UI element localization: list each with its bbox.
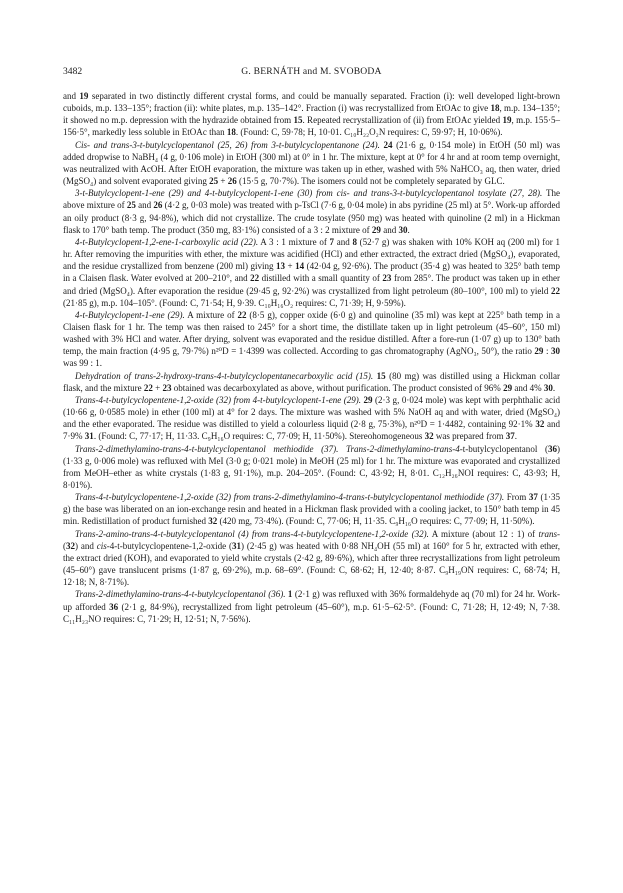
compound-number: 19: [79, 91, 89, 101]
italic-text: trans-: [538, 528, 560, 539]
italic-text: Trans-2-dimethylamino-trans-4-t-butylcyclopentanol methiodide (37).: [75, 443, 339, 454]
compound-number: 22: [143, 382, 153, 393]
compound-number: 23: [382, 273, 392, 284]
compound-number: 32: [535, 419, 545, 430]
italic-text: Trans-2-dimethylamino-trans-4-t-butylcyclopentanol (36).: [75, 589, 286, 600]
compound-number: 26: [153, 200, 163, 211]
text-run: From: [504, 492, 529, 503]
page-header: [63, 66, 560, 80]
paragraph: [63, 588, 560, 624]
text-run: (420 mg, 73·4%). (Found: C, 77·06; H, 11·35. C₉H₁₆O requires: C, 77·09; H, 11·50%).: [217, 516, 535, 527]
text-run: .: [552, 382, 556, 393]
italic-text: (29) and: [164, 188, 205, 199]
italic-text: cis: [96, 540, 107, 551]
text-run: from 285°. The product was taken up in ether and dried (MgSO₄). After evaporation the residue (29·45 g, 92·2%) was crystallized from light petroleum (80–100°, 100 ml) to yield: [63, 273, 560, 296]
text-run: +: [218, 176, 228, 187]
italic-text: 4-t-butylcyclopent-1-ene: [204, 188, 294, 199]
text-run: (80 mg) was distilled using a Hickman collar flask, and the mixture: [63, 370, 560, 393]
compound-number: 37: [505, 431, 515, 442]
text-run: , m.p. 155·5–156·5°, markedly less soluble in EtOAc than: [63, 115, 560, 138]
italic-text: 4-t-Butylcyclopent-1-ene (29).: [75, 309, 185, 320]
text-run: (42·04 g, 92·6%). The product (35·4 g) was heated to 325° bath temp in a Claisen flask. Water evolved at 200–210°, and: [63, 261, 561, 284]
text-run: and: [380, 224, 399, 235]
text-run: distilled with a small quantity of: [259, 273, 383, 284]
compound-number: 22: [237, 309, 247, 320]
text-run: (21·6 g, 0·154 mole) in EtOH (50 ml) was added dropwise to NaBH₄ (4 g, 0·106 mole) in EtOH (300 ml) at 0° in 1 hr. The mixture, kept at 0° for 4 hr and at room temp overnight, was neutralized with AcOH. After EtOH evaporation, the mixture was taken up in ether, washed with 5% NaHCO₃ aq, then water, dried (MgSO₄) and solvent evaporated giving: [63, 139, 560, 187]
text-run: , m.p. 134–135°; it showed no m.p. depression with the hydrazide obtained from: [63, 103, 560, 126]
compound-number: 30: [543, 382, 553, 393]
text-run: (15·5 g, 70·7%). The isomers could not be completely separated by GLC.: [236, 176, 505, 187]
text-run: . Repeated recrystallization of (ii) from EtOAc yielded: [302, 115, 503, 126]
text-run: . (Found: C, 59·78; H, 10·01. C₁₀H₂₂O₂N requires: C, 59·97; H, 10·06%).: [235, 127, 503, 138]
text-run: t-butylcyclopentanol (: [462, 443, 548, 454]
italic-text: Trans-4-t-butylcyclopentene-1,2-oxide (32) from 4-t-butylcyclopent-1-ene (29).: [75, 394, 362, 405]
compound-number: 32: [424, 431, 434, 442]
text-run: was 99 : 1.: [63, 358, 103, 369]
italic-text: 3-t-Butylcyclopent-1-ene: [75, 188, 165, 199]
text-run: .: [407, 224, 410, 235]
text-run: A mixture (about 12 : 1) of: [428, 528, 539, 539]
text-run: [338, 444, 346, 454]
text-run: (: [63, 540, 67, 551]
compound-number: 15: [376, 370, 386, 381]
italic-text: Dehydration of trans-2-hydroxy-trans-4-t-butylcyclopentanecarboxylic acid (15).: [75, 370, 374, 381]
text-run: and: [63, 91, 80, 101]
paragraph: [63, 443, 560, 492]
compound-number: 15: [293, 115, 303, 126]
text-run: ) (1·33 g, 0·006 mole) was refluxed with MeI (3·0 g; 0·021 mole) in MeOH (25 ml) for 1 hr. The mixture was evaporated and crystallized from MeOH–ether as white crystals (1·83 g, 91·1%), m.p. 204–205°. (Found: C, 43·92; H, 8·01. C₁₂H₂₆NOI requires: C, 43·93; H, 8·01%).: [63, 443, 560, 490]
compound-number: 19: [502, 115, 512, 126]
compound-number: 29: [371, 224, 381, 235]
text-run: (21·85 g), m.p. 104–105°. (Found: C, 71·54; H, 9·39. C₁₀H₁₆O₂ requires: C, 71·39; H, 9·59%).: [63, 297, 406, 308]
article-body: [63, 90, 560, 625]
compound-number: 14: [295, 261, 305, 272]
text-run: A mixture of: [184, 309, 238, 320]
paragraph: [63, 394, 560, 443]
compound-number: 31: [84, 431, 94, 442]
compound-number: 18: [490, 103, 500, 114]
compound-number: 22: [250, 273, 260, 284]
text-run: and: [135, 200, 154, 211]
compound-number: 22: [550, 285, 560, 296]
compound-number: 36: [109, 601, 119, 612]
text-run: ) (2·45 g) was heated with 0·88 NH₄OH (55 ml) at 160° for 5 hr, extracted with ether, the extract dried (KOH), and evaporated to yield white crystals (2·42 g, 89·6%), which after three recrystallizations from light petroleum (45–60°) gave translucent prisms (1·87 g, 69·2%), m.p. 68–69°. (Found: C, 68·62; H, 12·40; 8·87. C₉H₁₉ON requires: C, 68·74; H, 12·18; N, 8·71%).: [63, 540, 561, 588]
paragraph: [63, 370, 560, 394]
text-run: (1·35 g) the base was liberated on an ion-exchange resin and heated in a Hickman flask provided with a cooling jacket, to 150° bath temp in 45 min. Redistillation of product furnished: [63, 492, 560, 527]
italic-text: Trans-2-dimethylamino-trans-4-: [346, 443, 463, 454]
compound-number: 36: [547, 443, 557, 454]
compound-number: 8: [352, 236, 357, 247]
text-run: A 3 : 1 mixture of: [258, 236, 330, 247]
text-run: obtained was decarboxylated as above, without purification. The product consisted of 96%: [171, 382, 504, 393]
running-head: G. BERNÁTH and M. SVOBODA: [241, 66, 382, 77]
compound-number: 26: [227, 176, 237, 187]
compound-number: 30: [551, 346, 561, 357]
text-run: and 4%: [512, 382, 544, 393]
text-run: (52·7 g) was shaken with 10% KOH aq (200 ml) for 1 hr. After removing the impurities with ether, the mixture was acidified (HCl) and ether extracted, the extract dried (MgSO₄), evaporated, and the residue crystallized from benzene (200 ml) giving: [63, 236, 560, 272]
text-run: separated in two distinctly different crystal forms, and could be manually separated. Fraction (i): well developed light-brown cuboids, m.p. 133–135°; fraction (ii): white plates, m.p. 135–142°. Fraction (i) was recrystallized from EtOAc to give: [63, 91, 561, 114]
paragraph: [63, 309, 560, 370]
compound-number: 29: [503, 382, 513, 393]
paragraph: [63, 139, 560, 188]
italic-text: Trans-2-amino-trans-4-t-butylcyclopentanol (4) from trans-4-t-butylcyclopentene-1,2-oxide (32).: [75, 528, 429, 539]
text-run: :: [543, 346, 551, 357]
compound-number: 13: [276, 261, 286, 272]
compound-number: 37: [528, 492, 538, 503]
text-run: (2·3 g, 0·024 mole) was kept with perphthalic acid (10·66 g, 0·0585 mole) in ether (100 ml) at 4° for 2 days. The mixture was washed with 5% NaOH aq and with water, dried (MgSO₄) and the ether evaporated. The residue was distilled to yield a colourless liquid (2·8 g, 75·3%), n²⁰D = 1·4482, containing 92·1%: [63, 394, 560, 430]
compound-number: 32: [208, 516, 218, 527]
italic-text: 4-t-Butylcyclopent-1,2-ene-1-carboxylic acid (22).: [75, 236, 259, 247]
text-run: (8·5 g), copper oxide (6·0 g) and quinoline (35 ml) was kept at 225° bath temp in a Claisen flask for 1 hr. The temp was then raised to 245° for a short time, the distillate taken up in light petroleum (45–60°, 150 ml) washed with 3% HCl and water. After drying, solvent was evaporated and the residue distilled. After a fore-run (1·07 g) up to 130° bath temp, the main fraction (4·95 g, 79·7%) n²⁰D = 1·4399 was collected. According to gas chromatography (AgNO₃, 50°), the ratio: [63, 309, 560, 357]
compound-number: 30: [398, 224, 408, 235]
compound-number: 18: [226, 127, 236, 138]
text-run: ) and: [75, 540, 97, 551]
text-run: +: [152, 382, 163, 393]
paragraph: [63, 528, 560, 589]
text-run: and: [334, 236, 353, 247]
text-run: was prepared from: [433, 431, 506, 442]
page-number: 3482: [63, 66, 83, 77]
paragraph: [63, 187, 560, 236]
text-run: (2·1 g) was refluxed with 36% formaldehyde aq (70 ml) for 24 hr. Work-up afforded: [63, 589, 560, 612]
compound-number: 25: [126, 200, 136, 211]
compound-number: 23: [162, 382, 172, 393]
italic-text: Trans-4-t-butylcyclopentene-1,2-oxide (32) from trans-2-dimethylamino-4-trans-t-butylcyclopentanol methiodide (37).: [75, 492, 505, 503]
italic-text: (30) from cis- and trans-3-t-butylcyclopentanol tosylate (27, 28).: [293, 188, 543, 199]
compound-number: 7: [329, 236, 335, 247]
compound-number: 24: [383, 139, 393, 150]
compound-number: 31: [231, 540, 241, 551]
text-run: (4·2 g, 0·03 mole) was treated with p-TsCl (7·6 g, 0·04 mole) in abs pyridine (25 ml) at 5°. Work-up afforded an oily product (8·3 g, 94·8%), which did not crystallize. The crude tosylate (950 mg) was heated with quinoline (2 ml) in a Hickman flask to 170° bath temp. The product (350 mg, 83·1%) consisted of a 3 : 2 mixture of: [63, 200, 560, 235]
compound-number: 1: [287, 589, 293, 600]
paragraph: [63, 236, 560, 309]
text-run: (2·1 g, 84·9%), recrystallized from light petroleum (45–60°), m.p. 61·5–62·5°. (Found: C, 71·28; H, 12·49; N, 7·38. C₁₁H₂₃NO requires: C, 71·29; H, 12·51; N, 7·56%).: [63, 601, 560, 624]
compound-number: 32: [66, 540, 76, 551]
compound-number: 25: [209, 176, 219, 187]
text-run: -4-t-butylcyclopentene-1,2-oxide (: [106, 540, 232, 551]
italic-text: Cis- and trans-3-t-butylcyclopentanol (25, 26) from 3-t-butylcyclopentanone (24).: [75, 139, 380, 150]
compound-number: 29: [534, 346, 544, 357]
compound-number: 29: [363, 394, 373, 405]
text-run: . (Found: C, 77·17; H, 11·33. C₉H₁₆O requires: C, 77·09; H, 11·50%). Stereohomogeneous: [93, 431, 425, 442]
text-run: .: [514, 431, 518, 442]
paragraph: [63, 491, 560, 527]
text-run: and 7·9%: [63, 419, 561, 442]
paragraph: [63, 90, 560, 139]
text-run: +: [285, 261, 296, 272]
text-run: The above mixture of: [63, 188, 560, 211]
